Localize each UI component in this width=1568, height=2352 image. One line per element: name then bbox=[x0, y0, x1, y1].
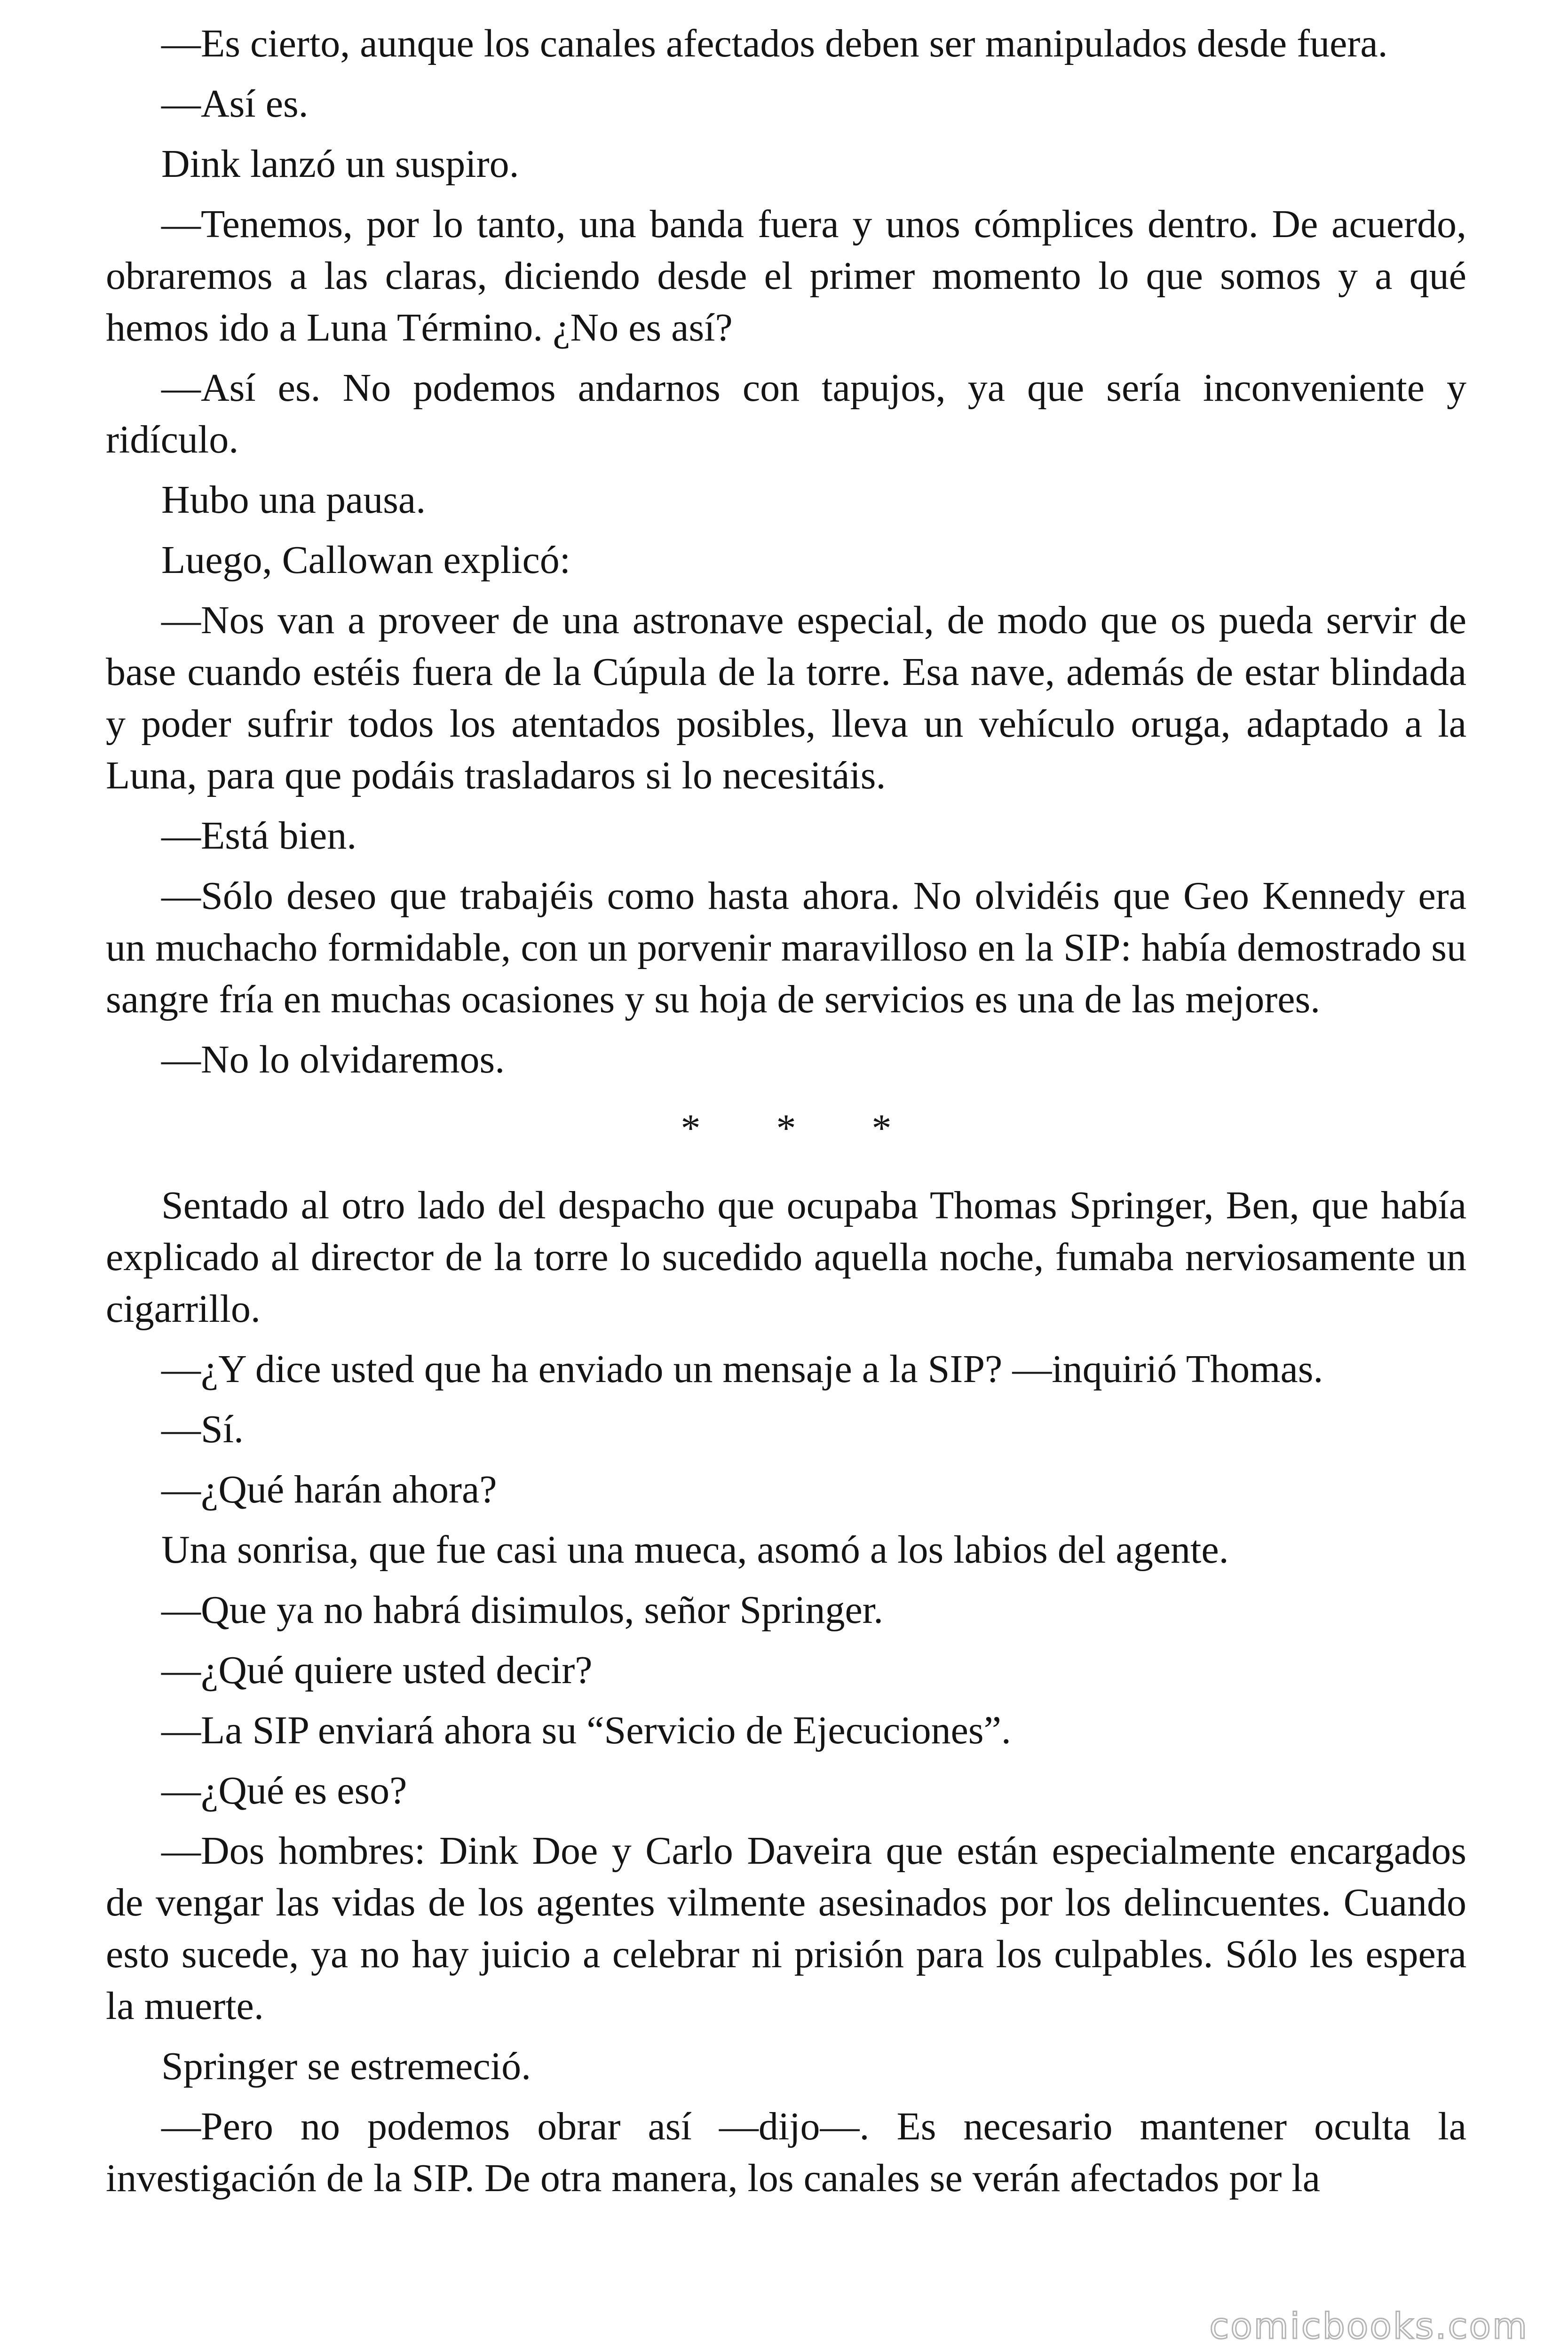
paragraph: —¿Qué harán ahora? bbox=[161, 1468, 497, 1511]
paragraph: —Pero no podemos obrar así —dijo—. Es necesario mantener oculta la investigación de la SIP. De otra manera, los canales se verán afectados por la bbox=[106, 2105, 1466, 2200]
paragraph: —La SIP enviará ahora su “Servicio de Ejecuciones”. bbox=[161, 1708, 1011, 1752]
paragraph: —Tenemos, por lo tanto, una banda fuera y unos cómplices dentro. De acuerdo, obraremos a las claras, diciendo desde el primer momento lo que somos y a qué hemos ido a Luna Término. ¿No es así? bbox=[106, 202, 1466, 350]
book-page bbox=[106, 18, 1466, 2213]
paragraph: Dink lanzó un suspiro. bbox=[161, 142, 519, 186]
paragraph: Una sonrisa, que fue casi una mueca, asomó a los labios del agente. bbox=[161, 1528, 1229, 1572]
paragraph: Sentado al otro lado del despacho que ocupaba Thomas Springer, Ben, que había explicado al director de la torre lo sucedido aquella noche, fumaba nerviosamente un cigarrillo. bbox=[106, 1184, 1466, 1331]
paragraph: —Es cierto, aunque los canales afectados deben ser manipulados desde fuera. bbox=[161, 22, 1388, 65]
paragraph: Hubo una pausa. bbox=[161, 478, 426, 522]
paragraph: Springer se estremeció. bbox=[161, 2044, 531, 2088]
paragraph: —¿Qué es eso? bbox=[161, 1769, 407, 1812]
paragraph: —Nos van a proveer de una astronave especial, de modo que os pueda servir de base cuando estéis fuera de la Cúpula de la torre. Esa nave, además de estar blindada y poder sufrir todos los atentados posibles, lleva un vehículo oruga, adaptado a la Luna, para que podáis trasladaros si lo necesitáis. bbox=[106, 598, 1466, 797]
paragraph: —Dos hombres: Dink Doe y Carlo Daveira que están especialmente encargados de vengar las vidas de los agentes vilmente asesinados por los delincuentes. Cuando esto sucede, ya no hay juicio a celebrar ni prisión para los culpables. Sólo les espera la muerte. bbox=[106, 1829, 1466, 2028]
paragraph: —Así es. No podemos andarnos con tapujos, ya que sería inconveniente y ridículo. bbox=[106, 366, 1466, 461]
paragraph: —Que ya no habrá disimulos, señor Springer. bbox=[161, 1588, 884, 1632]
paragraph: —Está bien. bbox=[161, 814, 357, 858]
watermark: comicbooks.com bbox=[1209, 2305, 1528, 2347]
paragraph: —Sólo deseo que trabajéis como hasta ahora. No olvidéis que Geo Kennedy era un muchacho formidable, con un porvenir maravilloso en la SIP: había demostrado su sangre fría en muchas ocasiones y su hoja de servicios es una de las mejores. bbox=[106, 874, 1466, 1021]
paragraph: Luego, Callowan explicó: bbox=[161, 538, 571, 582]
section-separator: * * * bbox=[681, 1106, 925, 1150]
paragraph: —¿Y dice usted que ha enviado un mensaje a la SIP? —inquirió Thomas. bbox=[161, 1347, 1323, 1391]
paragraph: —Sí. bbox=[161, 1407, 244, 1451]
paragraph: —No lo olvidaremos. bbox=[161, 1038, 505, 1081]
paragraph: —Así es. bbox=[161, 82, 309, 126]
paragraph: —¿Qué quiere usted decir? bbox=[161, 1648, 593, 1692]
